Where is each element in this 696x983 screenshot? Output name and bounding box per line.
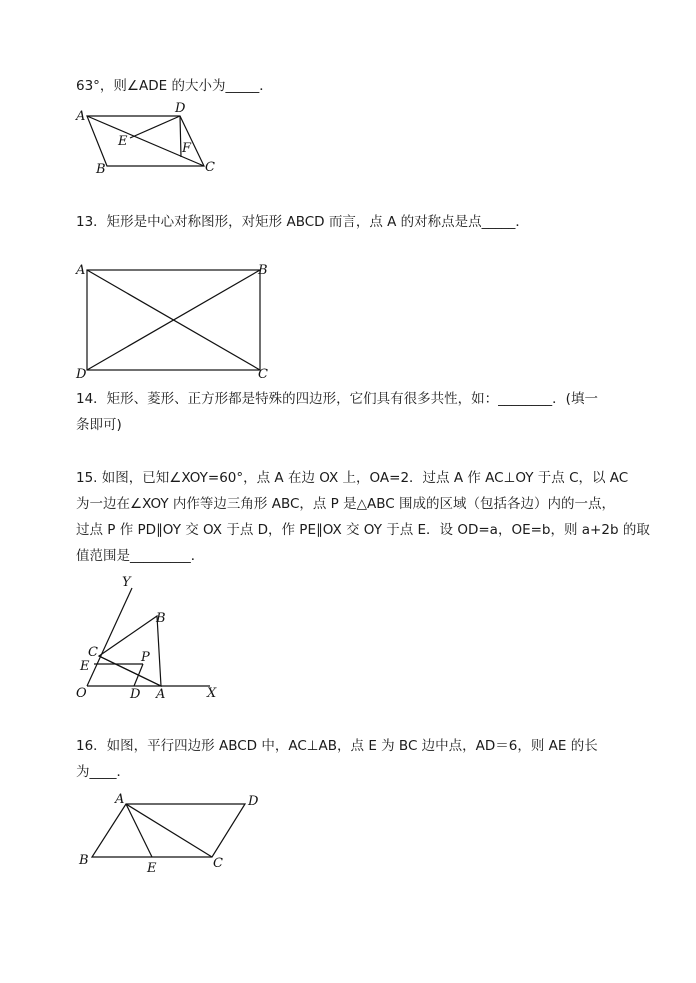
q15-label-x: X	[207, 686, 217, 701]
q12-label-d: D	[175, 101, 186, 116]
q16-figure	[70, 790, 270, 880]
q15-text-line3: 过点 P 作 PD∥OY 交 OX 于点 D，作 PE∥OX 交 OY 于点 E．设 OD=a，OE=b，则 a+2b 的取	[76, 522, 650, 538]
q12-label-f: F	[182, 141, 192, 156]
q15-text-line1: 15. 如图，已知∠XOY=60°，点 A 在边 OX 上，OA=2．过点 A 作 AC⊥OY 于点 C，以 AC	[76, 470, 629, 486]
q15-label-b: B	[156, 611, 166, 626]
q14-text-line1: 14．矩形、菱形、正方形都是特殊的四边形，它们具有很多共性，如：________．(填一	[76, 391, 598, 407]
q12-label-c: C	[205, 160, 215, 175]
q15-segment-ca	[99, 656, 161, 686]
q12-figure	[70, 100, 230, 180]
q12-label-e: E	[118, 134, 128, 149]
q15-label-a: A	[156, 687, 166, 702]
q16-label-a: A	[115, 792, 125, 807]
q16-text-line2: 为____．	[76, 764, 130, 780]
q15-label-p: P	[141, 650, 150, 665]
q15-segment-pd	[134, 664, 143, 686]
q12-text-line1: 63°，则∠ADE 的大小为_____．	[76, 78, 273, 94]
q15-text-line2: 为一边在∠XOY 内作等边三角形 ABC，点 P 是△ABC 围成的区域（包括各边）内的一点，	[76, 496, 615, 512]
q15-triangle-abc	[99, 616, 161, 686]
q15-label-d: D	[130, 687, 141, 702]
q14-text-line2: 条即可)	[76, 417, 122, 433]
q13-label-c: C	[258, 367, 268, 382]
q13-text-line1: 13．矩形是中心对称图形，对矩形 ABCD 而言，点 A 的对称点是点_____．	[76, 214, 529, 230]
q13-label-d: D	[76, 367, 87, 382]
q12-segment-de	[130, 116, 180, 138]
q16-label-e: E	[147, 861, 157, 876]
q15-figure	[70, 572, 230, 704]
q13-label-b: B	[258, 263, 268, 278]
q15-ray-oy	[87, 588, 132, 686]
q16-label-d: D	[248, 794, 259, 809]
q15-label-y: Y	[122, 575, 131, 590]
q16-text-line1: 16．如图，平行四边形 ABCD 中，AC⊥AB，点 E 为 BC 边中点，AD＝6，则 AE 的长	[76, 738, 598, 754]
q12-label-b: B	[96, 162, 106, 177]
q13-figure	[70, 258, 280, 384]
q15-text-line4: 值范围是_________．	[76, 548, 205, 564]
q16-label-c: C	[213, 856, 223, 871]
q12-segment-df	[180, 116, 181, 157]
q16-label-b: B	[79, 853, 89, 868]
q15-label-c: C	[88, 645, 98, 660]
q15-label-o: O	[76, 686, 87, 701]
q12-label-a: A	[76, 109, 86, 124]
q15-label-e: E	[80, 659, 90, 674]
q13-label-a: A	[76, 263, 86, 278]
